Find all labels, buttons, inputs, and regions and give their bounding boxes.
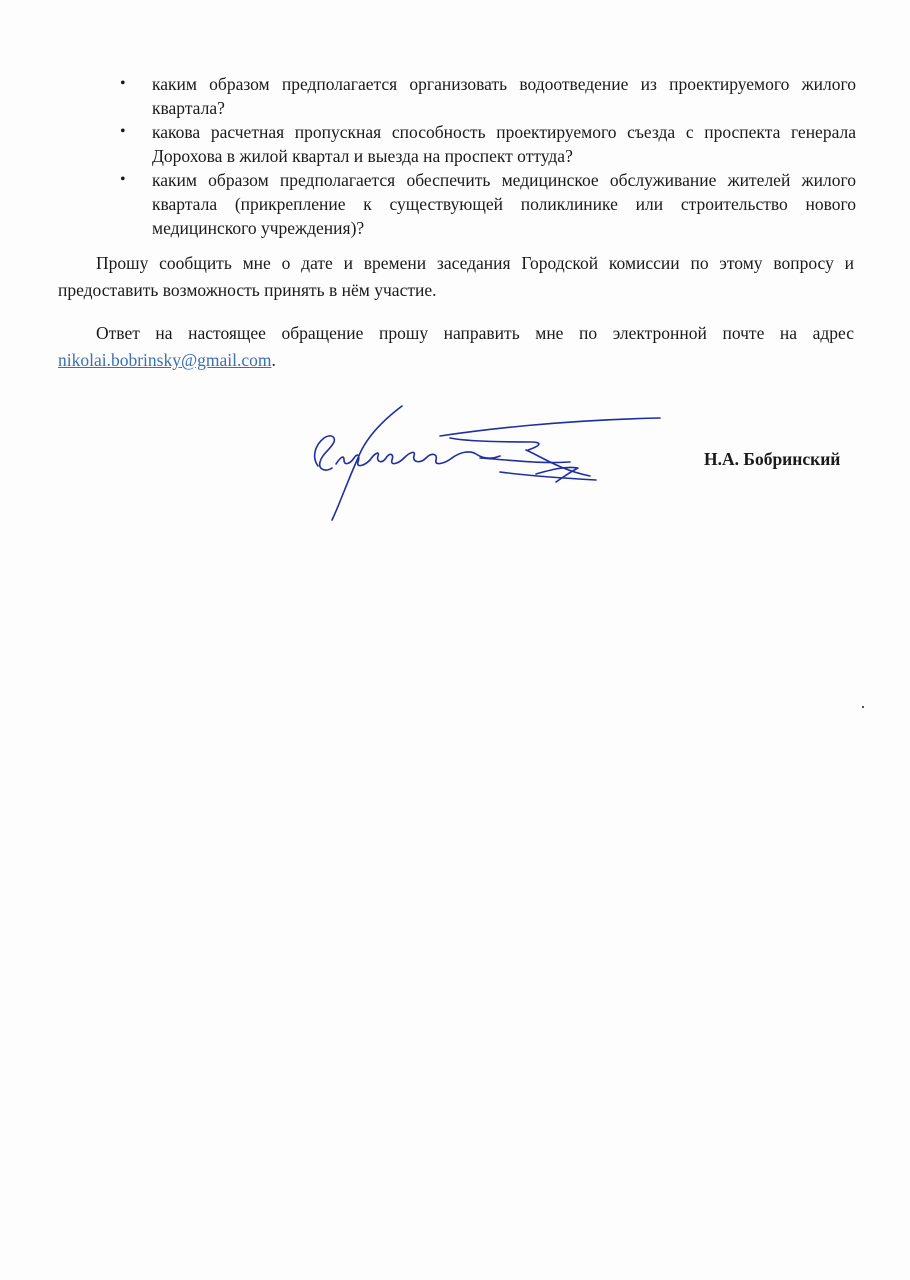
bullet-icon: • bbox=[120, 123, 126, 140]
bullet-icon: • bbox=[120, 171, 126, 188]
email-link[interactable]: nikolai.bobrinsky@gmail.com bbox=[58, 350, 272, 370]
list-item bbox=[118, 72, 856, 120]
list-item-text: каким образом предполагается организовать водоотведение из проектируемого жилого квартала? bbox=[152, 74, 856, 118]
scan-speck bbox=[862, 706, 864, 708]
reply-request-paragraph bbox=[58, 320, 854, 374]
reply-request-text: Ответ на настоящее обращение прошу направить мне по электронной почте на адрес bbox=[96, 323, 854, 343]
list-item-text: какова расчетная пропускная способность проектируемого съезда с проспекта генерала Дорохова в жилой квартал и выезда на проспект оттуда? bbox=[152, 122, 856, 166]
meeting-request-paragraph bbox=[58, 250, 854, 304]
list-item bbox=[118, 168, 856, 240]
question-list bbox=[118, 72, 856, 240]
list-item-text: каким образом предполагается обеспечить медицинское обслуживание жителей жилого квартала (прикрепление к существующей поликлинике или строительство нового медицинского учреждения)? bbox=[152, 170, 856, 238]
list-item bbox=[118, 120, 856, 168]
meeting-request-text: Прошу сообщить мне о дате и времени заседания Городской комиссии по этому вопросу и предоставить возможность принять в нём участие. bbox=[58, 253, 854, 300]
handwritten-signature bbox=[300, 398, 690, 528]
signer-name: Н.А. Бобринский bbox=[704, 449, 841, 469]
reply-request-end: . bbox=[271, 350, 276, 370]
bullet-icon: • bbox=[120, 75, 126, 92]
